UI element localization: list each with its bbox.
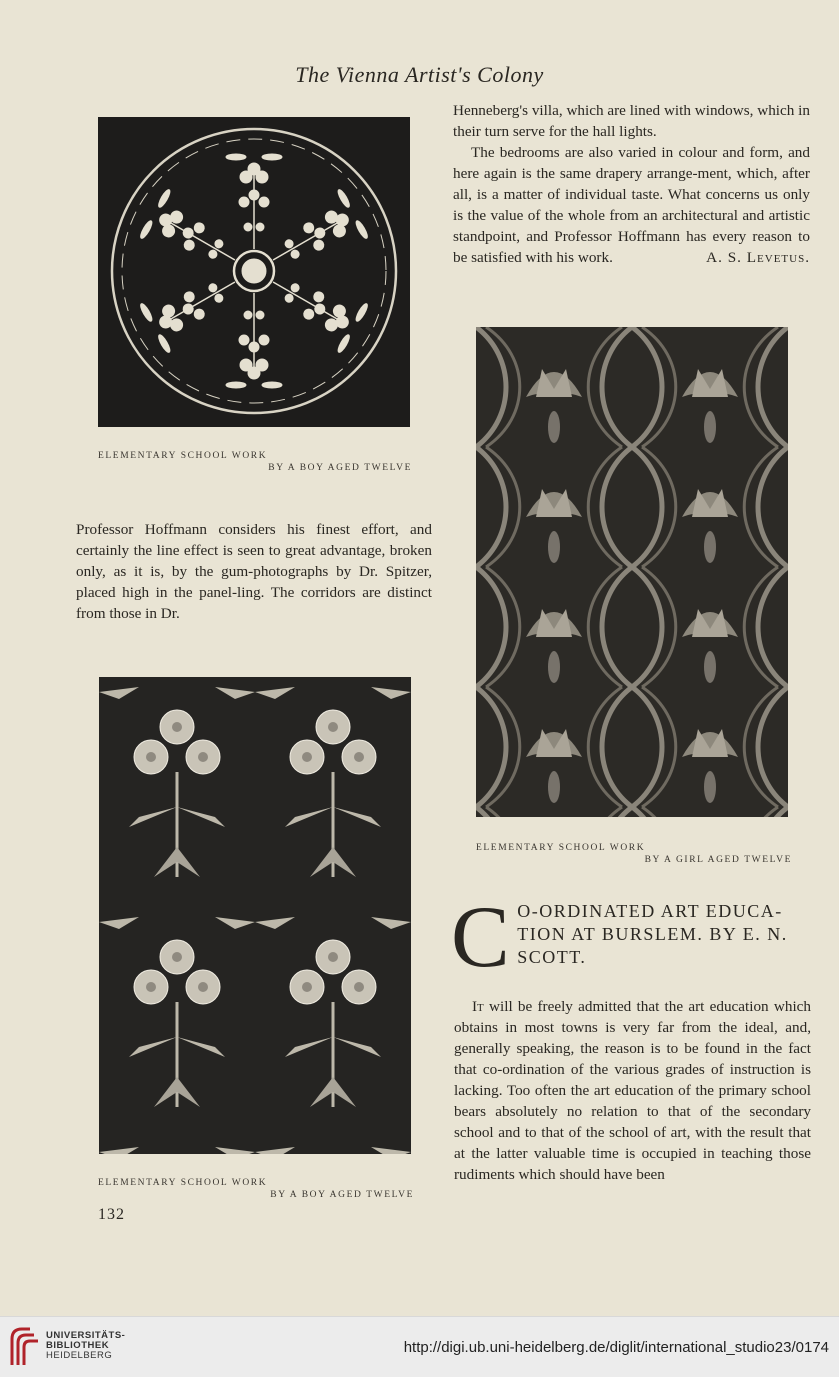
figure-tulip-pattern-image bbox=[476, 327, 788, 817]
paragraph: Henneberg's villa, which are lined with windows, which in their turn serve for the hall lights. bbox=[453, 102, 810, 140]
library-name: UNIVERSITÄTS- BIBLIOTHEK HEIDELBERG bbox=[46, 1330, 126, 1361]
figure-caption-2: ELEMENTARY SCHOOL WORK BY A GIRL AGED TWELVE bbox=[476, 843, 792, 865]
library-footer bbox=[0, 1316, 839, 1377]
figure-rosette-image bbox=[98, 117, 410, 427]
university-library-logo-icon bbox=[8, 1325, 42, 1369]
article-heading bbox=[451, 889, 811, 986]
page-number: 132 bbox=[98, 1206, 125, 1223]
source-url-link[interactable]: http://digi.ub.uni-heidelberg.de/diglit/international_studio23/0174 bbox=[403, 1339, 829, 1356]
article-title: O-ORDINATED ART EDUCA-TION AT BURSLEM. BY E. N. SCOTT. bbox=[517, 901, 788, 967]
paragraph: It will be freely admitted that the art education which obtains in most towns is very far from the ideal, and, generally speaking, the reason is to be found in the fact that co-ordination of the various grades of instruction is lacking. Too often the art education of the primary school bears absolutely no relation to that of the secondary school and to that of the school of art, with the result that at the latter valuable time is occupied in teaching those rudiments which should have been bbox=[454, 998, 812, 1183]
author-signature: A. S. Levetus. bbox=[706, 249, 810, 266]
figure-caption-1: ELEMENTARY SCHOOL WORK BY A BOY AGED TWELVE bbox=[98, 451, 412, 473]
paragraph: The bedrooms are also varied in colour and form, and here again is the same drapery arrange-ment, which, after all, is a matter of individual taste. What concerns us only is the value of the whole from an architectural and artistic standpoint, and Professor Hoffmann has every reason to be satisfied with his work. A. S. Levetus. bbox=[453, 144, 810, 266]
running-header: The Vienna Artist's Colony bbox=[295, 62, 544, 87]
article-body bbox=[454, 996, 811, 1185]
figure-floral-panel-image bbox=[99, 677, 411, 1154]
left-column-text bbox=[76, 519, 432, 624]
right-column-text bbox=[453, 100, 810, 268]
figure-caption-3: ELEMENTARY SCHOOL WORK BY A BOY AGED TWELVE bbox=[98, 1178, 414, 1200]
paragraph: Professor Hoffmann considers his finest effort, and certainly the line effect is seen to great advantage, broken only, as it is, by the gum-photographs by Dr. Spitzer, placed high in the panel-ling. The corridors are distinct from those in Dr. bbox=[76, 521, 432, 622]
dropcap-letter: C bbox=[451, 889, 512, 986]
